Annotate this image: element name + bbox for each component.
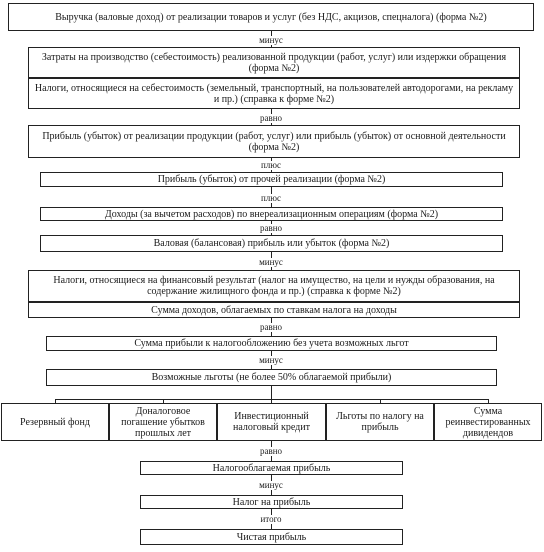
cost-taxes-box: Налоги, относящиеся на себестоимость (земельный, транспортный, на пользователей автодорогами, на рекламу и пр.) (справка к форме №2): [28, 78, 520, 109]
result-taxes-box: Налоги, относящиеся на финансовый результат (налог на имущество, на цели и нужды образования, на содержание жилищного фонда и пр.) (справка к форме №2): [28, 270, 520, 302]
op-label: равно: [231, 224, 311, 233]
tax-box: Налог на прибыль: [140, 495, 403, 509]
op-label: минус: [231, 258, 311, 267]
non-sales-box: Доходы (за вычетом расходов) по внереализационным операциям (форма №2): [40, 207, 503, 221]
op-label: равно: [231, 447, 311, 456]
op-label: минус: [231, 356, 311, 365]
connector: [271, 386, 272, 400]
op-label: минус: [231, 36, 311, 45]
main-profit-box: Прибыль (убыток) от реализации продукции (работ, услуг) или прибыль (убыток) от основной деятельности (форма №2): [28, 125, 520, 158]
op-label: минус: [231, 481, 311, 490]
benefit-item: Сумма реинвестированных дивидендов: [434, 403, 542, 441]
benefit-item: Льготы по налогу на прибыль: [326, 403, 434, 441]
gross-profit-box: Валовая (балансовая) прибыль или убыток (форма №2): [40, 235, 503, 252]
revenue-box: Выручка (валовые доход) от реализации товаров и услуг (без НДС, акцизов, спецналога) (форма №2): [8, 3, 534, 31]
other-sales-box: Прибыль (убыток) от прочей реализации (форма №2): [40, 172, 503, 187]
costs-box: Затраты на производство (себестоимость) реализованной продукции (работ, услуг) или издержки обращения (форма №2): [28, 47, 520, 78]
benefits-box: Возможные льготы (не более 50% облагаемой прибыли): [46, 369, 497, 386]
income-taxed-box: Сумма доходов, облагаемых по ставкам налога на доходы: [28, 302, 520, 318]
benefit-item: Доналоговое погашение убытков прошлых лет: [109, 403, 217, 441]
benefit-item: Инвестиционный налоговый кредит: [217, 403, 326, 441]
taxable-box: Налогооблагаемая прибыль: [140, 461, 403, 475]
op-label: итого: [231, 515, 311, 524]
op-label: равно: [231, 323, 311, 332]
op-label: равно: [231, 114, 311, 123]
net-profit-box: Чистая прибыль: [140, 529, 403, 545]
taxable-before-box: Сумма прибыли к налогообложению без учета возможных льгот: [46, 336, 497, 351]
benefit-item: Резервный фонд: [1, 403, 109, 441]
op-label: плюс: [231, 194, 311, 203]
op-label: плюс: [231, 161, 311, 170]
